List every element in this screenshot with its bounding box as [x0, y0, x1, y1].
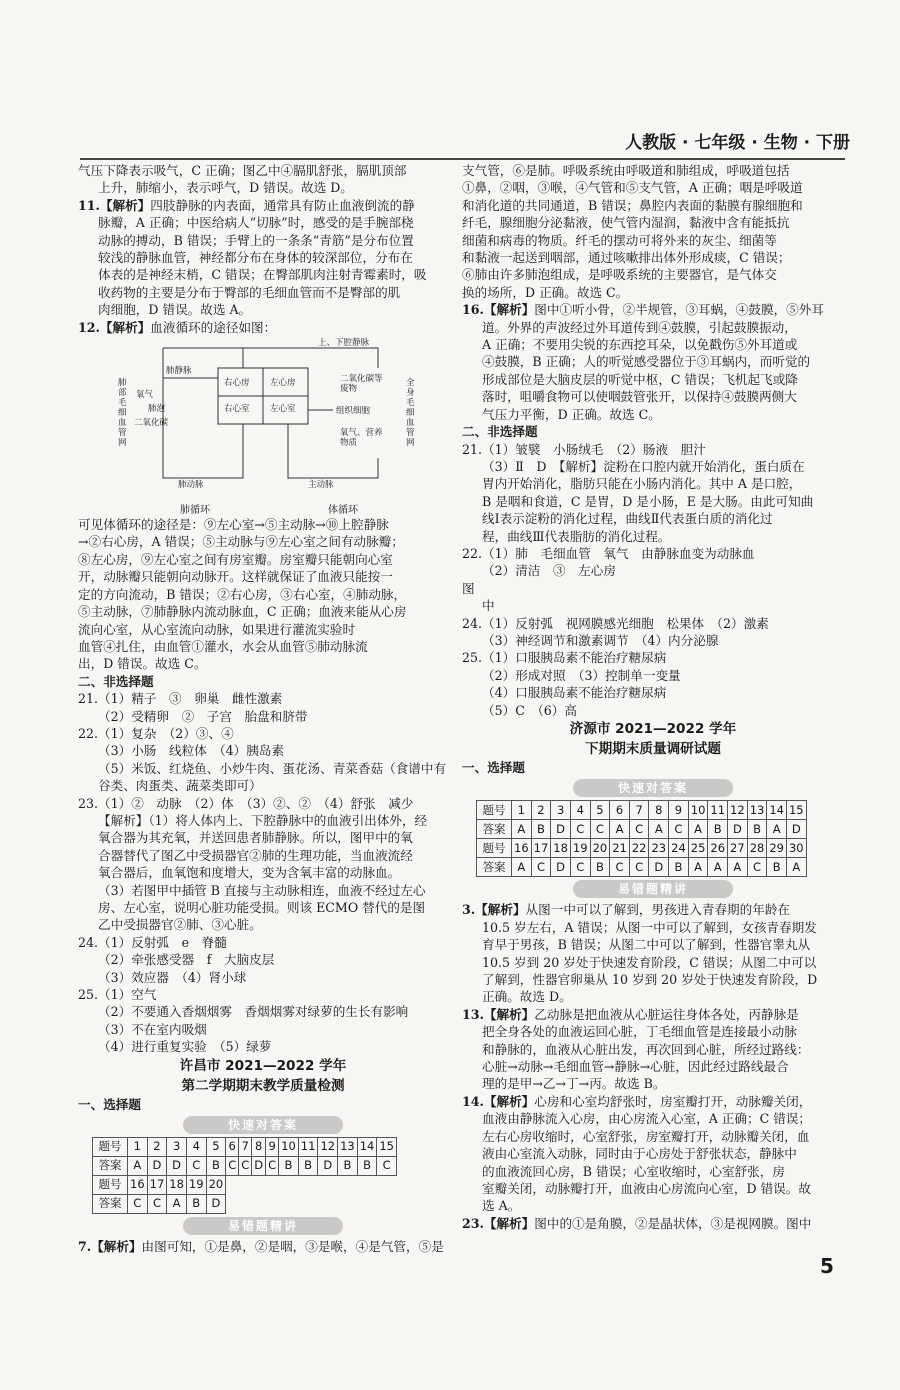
table-cell: B	[531, 820, 551, 839]
table-cell: 14	[357, 1138, 377, 1157]
table-cell: D	[728, 820, 748, 839]
table-cell: 1	[512, 801, 532, 820]
table-cell: 3	[167, 1138, 187, 1157]
answer-21: 21.（1）皱襞 小肠绒毛 （2）肠液 胆汁	[462, 441, 706, 457]
table-cell: 2	[531, 801, 551, 820]
table-cell: 19	[570, 839, 590, 858]
table-cell: C	[629, 858, 649, 877]
table-cell: 27	[728, 839, 748, 858]
table-cell: 4	[570, 801, 590, 820]
quick-answer-banner: 快速对答案	[183, 1116, 343, 1134]
table-cell: C	[186, 1157, 206, 1176]
text-line: 气压下降表示吸气，C 正确；图乙中④膈肌舒张，膈肌顶部	[78, 163, 407, 178]
table-row	[93, 1195, 397, 1214]
table-cell: C	[531, 858, 551, 877]
table-cell: B	[708, 820, 728, 839]
table-cell: 8	[252, 1138, 266, 1157]
table-row	[477, 839, 807, 858]
answer-25: 25.（1）空气	[78, 987, 157, 1003]
table-cell: B	[206, 1157, 226, 1176]
table-cell: A	[512, 820, 532, 839]
table-cell: C	[570, 820, 590, 839]
table-cell: A	[167, 1195, 187, 1214]
explanation-banner: 易错题精讲	[183, 1217, 343, 1235]
table-cell: 11	[708, 801, 728, 820]
table-cell: 4	[186, 1138, 206, 1157]
table-cell: 10	[688, 801, 708, 820]
answer-22: 22.（1）肺 毛细血管 氧气 由静脉血变为动脉血	[462, 545, 755, 561]
label-aorta: 主动脉	[308, 480, 334, 491]
table-cell: 16	[512, 839, 532, 858]
table-cell: A	[786, 858, 806, 877]
table-cell: C	[629, 820, 649, 839]
label-lung-capillaries: 肺部毛细血管网	[118, 378, 127, 449]
table-cell: 6	[226, 1138, 239, 1157]
answer-12: 12.【解析】血液循环的途径如图： 上、下腔静脉 肺静脉 肺动脉 主动脉 右心房 左心房 右心室 左心室 肺部毛细血管网 氧气 肺泡 二氧化碳 全身毛细血管网 二氧化碳等废物 组织细胞 氧气、营养物质 肺循环 体循环 可见体循环的途径是：⑨左心室→⑤主动脉→⑩上腔静脉 →②右心房，A 错误；⑤主动脉与⑨左心室之间有动脉瓣； ⑧左心房，⑨左心室之间有房室瓣。房室瓣只能朝向心室 开，动脉瓣只能朝向动脉开。这样就保证了血液只能按一 定的方向流动，B 错误；②右心房，③右心室，④肺动脉， ⑤主动脉，⑦肺静脉内流动脉血，C 正确；血液来能从心房 流向心室，从心室流向动脉，如果进行灌流实验时 血管④扎住，由血管①灌水，水会从血管⑤肺动脉流 出，D 错误。故选 C。	[78, 319, 448, 673]
table-header-cell: 答案	[477, 858, 512, 877]
table-cell: A	[128, 1157, 148, 1176]
label-pulmonary-circulation: 肺循环	[180, 505, 210, 517]
table-cell: B	[186, 1195, 206, 1214]
label-right-atrium: 右心房	[224, 378, 250, 389]
section-heading: 一、选择题	[462, 760, 525, 775]
table-cell: 3	[551, 801, 571, 820]
table-row	[477, 858, 807, 877]
table-cell: D	[147, 1157, 167, 1176]
table-header-cell: 答案	[477, 820, 512, 839]
table-cell: 28	[747, 839, 767, 858]
text-line: 上升，肺缩小，表示呼气，D 错误。故选 D。	[98, 180, 353, 196]
table-cell: 20	[206, 1176, 226, 1195]
table-row	[477, 820, 807, 839]
table-cell: B	[747, 820, 767, 839]
label-left-ventricle: 左心室	[270, 404, 296, 415]
label-body-capillaries: 全身毛细血管网	[406, 378, 415, 449]
table-cell: 23	[649, 839, 669, 858]
table-cell: 18	[551, 839, 571, 858]
table-cell: B	[357, 1157, 377, 1176]
table-row	[93, 1157, 397, 1176]
answer-24: 24.（1）反射弧 视网膜感光细胞 松果体 （2）激素	[462, 615, 769, 631]
section-heading: 二、非选择题	[462, 424, 538, 440]
exam-subtitle: 第二学期期末教学质量检测	[181, 1077, 345, 1094]
table-header-cell: 答案	[93, 1195, 128, 1214]
table-cell: 29	[767, 839, 787, 858]
exam-subtitle: 下期期末质量调研试题	[585, 741, 721, 757]
table-cell: 16	[128, 1176, 148, 1195]
label-tissue-cells: 组织细胞	[336, 406, 371, 417]
blood-circulation-diagram	[118, 338, 418, 498]
table-cell: 17	[531, 839, 551, 858]
table-cell: A	[610, 820, 630, 839]
answer-14: 14.【解析】心房和心室均舒张时，房室瓣打开，动脉瓣关闭，	[462, 1093, 812, 1109]
exam-title: 济源市 2021—2022 学年	[569, 721, 737, 737]
table-cell: 13	[747, 801, 767, 820]
analysis-tag: 【解析】	[99, 197, 151, 213]
table-cell: 13	[338, 1138, 358, 1157]
table-header-cell: 题号	[93, 1138, 128, 1157]
table-cell: D	[252, 1157, 266, 1176]
table-cell: 12	[728, 801, 748, 820]
label-left-atrium: 左心房	[270, 378, 296, 389]
table-cell: 10	[279, 1138, 299, 1157]
label-co2-waste: 二氧化碳等废物	[340, 374, 383, 395]
table-cell: B	[767, 858, 787, 877]
table-cell: A	[649, 820, 669, 839]
table-cell: A	[512, 858, 532, 877]
table-row	[477, 801, 807, 820]
label-right-ventricle: 右心室	[224, 404, 250, 415]
page-number: 5	[820, 1254, 834, 1278]
table-cell: 15	[377, 1138, 397, 1157]
section-heading: 二、非选择题	[78, 673, 154, 689]
table-cell: A	[688, 820, 708, 839]
table-cell: C	[747, 858, 767, 877]
answer-table	[92, 1137, 397, 1214]
answer-13: 13.【解析】乙动脉是把血液从心脏运往身体各处，丙静脉是	[462, 1006, 799, 1022]
table-cell: 18	[167, 1176, 187, 1195]
table-header-cell: 题号	[93, 1176, 128, 1195]
label-systemic-circulation: 体循环	[328, 505, 358, 517]
table-cell: B	[298, 1157, 318, 1176]
table-cell: C	[266, 1157, 279, 1176]
table-cell: A	[728, 858, 748, 877]
answer-16: 16.【解析】图中①听小骨，②半规管，③耳蜗，④鼓膜，⑤外耳	[462, 302, 824, 318]
table-cell: C	[610, 858, 630, 877]
table-cell: D	[551, 858, 571, 877]
right-column: 支气管，⑥是肺。呼吸系统由呼吸道和肺组成，呼吸道包括 ①鼻，②咽，③喉，④气管和⑤支气管，A 正确；咽是呼吸道 和消化道的共同通道，B 错误；鼻腔内表面的黏膜有腺细胞和 纤毛，腺细胞分泌黏液，使气管内湿润，黏液中含有能抵抗 细菌和病毒的物质。纤毛的摆动可将外来的灰尘、细菌等 和黏液一起送到咽部，通过咳嗽排出体外形成痰，C 错误； ⑥肺由许多肺泡组成，是呼吸系统的主要器官，是气体交 换的场所，D 正确。故选 C。 16.【解析】图中①听小骨，②半规管，③耳蜗，④鼓膜，⑤外耳 道。外界的声波经过外耳道传到④鼓膜，引起鼓膜振动， A 正确；不要用尖锐的东西挖耳朵，以免戳伤⑤外耳道或 ④鼓膜，B 正确；人的听觉感受器位于③耳蜗内，而听觉的 形成部位是大脑皮层的听觉中枢，C 错误；飞机起飞或降 落时，咀嚼食物可以使咽鼓管张开，以保持④鼓膜两侧大 气压力平衡，D 正确。故选 C。 二、非选择题 21.（1）皱襞 小肠绒毛 （2）肠液 胆汁 （3）Ⅱ D 【解析】淀粉在口腔内就开始消化，蛋白质在 胃内开始消化，脂肪只能在小肠内消化。其中 A 是口腔， B 是咽和食道，C 是胃，D 是小肠，E 是大肠。由此可知曲 线Ⅰ表示淀粉的消化过程，曲线Ⅱ代表蛋白质的消化过 程，曲线Ⅲ代表脂肪的消化过程。 22.（1）肺 毛细血管 氧气 由静脉血变为动脉血 （2）清洁 ③ 左心房 图 中 24.（1）反射弧 视网膜感光细胞 松果体 （2）激素 （3）神经调节和激素调节 （4）内分泌腺 25.（1）口服胰岛素不能治疗糖尿病 （2）形成对照 （3）控制单一变量 （4）口服胰岛素不能治疗糖尿病 （5）C （6）高 济源市 2021—2022 学年 下期期末质量调研试题 一、选择题 快速对答案 题号 1 2 3 4 5 6 7 8 9 10 11 12 13 14 15 答案 A B D C C A C A C A B D B A D 题号 16 17 18 19 20 21 22 23 24 25 26 27 28 29 30 答案 A C D C B C C D B A A A C B A 易错题精讲 3.【解析】从图一中可以了解到，男孩进入青春期的年龄在 10.5 岁左右，A 错误；从图一中可以了解到，女孩青春期发 育早于男孩，B 错误；从图二中可以了解到，性器官睾丸从 10.5 岁到 20 岁处于快速发育阶段，C 错误；从图二中可以 了解到，性器官卵巢从 10 岁到 20 岁处于快速发育阶段，D 正确。故选 D。 13.【解析】乙动脉是把血液从心脏运往身体各处，丙静脉是 把全身各处的血液运回心脏，丁毛细血管是连接最小动脉 和静脉的，血液从心脏出发，再次回到心脏，所经过路线： 心脏→动脉→毛细血管→静脉→心脏，因此经过路线最合 理的是甲→乙→丁→丙。故选 B。 14.【解析】心房和心室均舒张时，房室瓣打开，动脉瓣关闭， 血液由静脉流入心房，由心房流入心室，A 正确；C 错误； 左右心房收缩时，心室舒张，房室瓣打开，动脉瓣关闭，血 液由心室流入动脉，同时由于心房处于舒张状态，静脉中 的血液流回心房，B 错误；心室收缩时，心室舒张，房 室瓣关闭，动脉瓣打开，血液由心房流向心室，D 错误。故 选 A。 23.【解析】图中的①是角膜，②是晶状体，③是视网膜。图中	[462, 162, 844, 1232]
table-cell: 8	[649, 801, 669, 820]
label-pulmonary-vein: 肺静脉	[166, 366, 192, 377]
label-o2-nutrients: 氧气、营养物质	[340, 428, 383, 449]
answer-table	[476, 800, 807, 877]
table-cell: C	[226, 1157, 239, 1176]
answer-23: 图	[462, 580, 475, 596]
table-cell: 6	[610, 801, 630, 820]
table-cell: 20	[590, 839, 610, 858]
table-cell: D	[786, 820, 806, 839]
answer-11: 11.【解析】四肢静脉的内表面，通常具有防止血液倒流的静 脉瓣，A 正确；中医给病人“切脉”时，感受的是手腕部桡 动脉的搏动，B 错误；手臂上的一条条“青筋”是分布位置 较浅的静脉血管，神经都分布在身体的较深部位，分布在 体表的是神经末梢，C 错误；在臀部肌肉注射青霉素时，吸 收药物的主要是分布于臀部的毛细血管而不是臀部的肌 肉细胞，D 错误。故选 A。	[78, 197, 427, 318]
answer-23: 23.（1）② 动脉 （2）体 （3）②、② （4）舒张 减少	[78, 795, 414, 811]
table-cell: D	[551, 820, 571, 839]
answer-24: 24.（1）反射弧 e 脊髓	[78, 934, 227, 950]
table-cell: 7	[629, 801, 649, 820]
table-cell: 15	[786, 801, 806, 820]
label-oxygen: 氧气	[136, 390, 154, 401]
answer-22: 22.（1）复杂 （2）③、④	[78, 725, 234, 741]
label-pulmonary-artery: 肺动脉	[178, 480, 204, 491]
table-cell: 14	[767, 801, 787, 820]
quick-answer-banner: 快速对答案	[573, 779, 733, 797]
table-cell: 17	[147, 1176, 167, 1195]
table-cell: 12	[318, 1138, 338, 1157]
table-row	[93, 1176, 397, 1195]
table-header-cell: 题号	[477, 801, 512, 820]
table-cell: 30	[786, 839, 806, 858]
table-cell: C	[239, 1157, 252, 1176]
table-cell: 26	[708, 839, 728, 858]
table-cell: D	[649, 858, 669, 877]
page-header: 人教版 · 七年级 · 生物 · 下册	[625, 133, 850, 153]
answer-3: 3.【解析】从图一中可以了解到，男孩进入青春期的年龄在	[462, 902, 790, 918]
header-rule	[80, 158, 845, 160]
table-row	[93, 1138, 397, 1157]
table-cell: 22	[629, 839, 649, 858]
table-cell: 2	[147, 1138, 167, 1157]
section-heading: 一、选择题	[78, 1096, 141, 1112]
table-cell: D	[318, 1157, 338, 1176]
table-cell: C	[590, 820, 610, 839]
table-cell: 9	[266, 1138, 279, 1157]
label-co2: 二氧化碳	[134, 418, 169, 429]
table-cell: A	[767, 820, 787, 839]
table-cell: 19	[186, 1176, 206, 1195]
table-cell: C	[377, 1157, 397, 1176]
table-cell: 21	[610, 839, 630, 858]
explanation-banner: 易错题精讲	[573, 880, 733, 898]
table-cell: 5	[206, 1138, 226, 1157]
table-cell: A	[688, 858, 708, 877]
answer-7: 7.【解析】由图可知，①是鼻，②是咽，③是喉，④是气管，⑤是	[78, 1239, 444, 1255]
table-cell: C	[669, 820, 689, 839]
table-cell: B	[338, 1157, 358, 1176]
table-cell: 25	[688, 839, 708, 858]
table-cell: A	[708, 858, 728, 877]
table-cell: 1	[128, 1138, 148, 1157]
label-vena-cava: 上、下腔静脉	[318, 338, 370, 349]
left-column: 气压下降表示吸气，C 正确；图乙中④膈肌舒张，膈肌顶部 上升，肺缩小，表示呼气，D 错误。故选 D。 11.【解析】四肢静脉的内表面，通常具有防止血液倒流的静 脉瓣，A 正确；中医给病人“切脉”时，感受的是手腕部桡 动脉的搏动，B 错误；手臂上的一条条“青筋”是分布位置 较浅的静脉血管，神经都分布在身体的较深部位，分布在 体表的是神经末梢，C 错误；在臀部肌肉注射青霉素时，吸 收药物的主要是分布于臀部的毛细血管而不是臀部的肌 肉细胞，D 错误。故选 A。 12.【解析】血液循环的途径如图： 上、下腔静脉 肺静脉 肺动脉 主动脉 右心房 左心房 右心室 左心室 肺部毛细血管网 氧气 肺泡 二氧化碳 全身毛细血管网 二氧化碳等废物 组织细胞 氧气、营养物质 肺循环 体循环 可见体循环的途径是：⑨左心室→⑤主动脉→⑩上腔静脉 →②右心房，A 错误；⑤主动脉与⑨左心室之间有动脉瓣； ⑧左心房，⑨左心室之间有房室瓣。房室瓣只能朝向心室 开，动脉瓣只能朝向动脉开。这样就保证了血液只能按一 定的方向流动，B 错误；②右心房，③右心室，④肺动脉， ⑤主动脉，⑦肺静脉内流动脉血，C 正确；血液来能从心房 流向心室，从心室流向动脉，如果进行灌流实验时 血管④扎住，由血管①灌水，水会从血管⑤肺动脉流 出，D 错误。故选 C。 二、非选择题 21.（1）精子 ③ 卵巢 雌性激素 （2）受精卵 ② 子宫 胎盘和脐带 22.（1）复杂 （2）③、④ （3）小肠 线粒体 （4）胰岛素 （5）米饭、红烧鱼、小炒牛肉、蛋花汤、青菜香菇（食谱中有 谷类、肉蛋类、蔬菜类即可） 23.（1）② 动脉 （2）体 （3）②、② （4）舒张 减少 【解析】（1）将人体内上、下腔静脉中的血液引出体外，经 氧合器为其充氧，并送回患者肺静脉。所以，图甲中的氧 合器替代了图乙中受损器官②肺的生理功能，当血液流经 氧合器后，血氧饱和度增大，变为含氧丰富的动脉血。 （3）若图甲中插管 B 直接与主动脉相连，血液不经过左心 房、左心室，说明心脏功能受损。则该 ECMO 替代的是图 乙中受损器官②肺、③心脏。 24.（1）反射弧 e 脊髓 （2）牵张感受器 f 大脑皮层 （3）效应器 （4）肾小球 25.（1）空气 （2）不要通入香烟烟雾 香烟烟雾对绿萝的生长有影响 （3）不在室内吸烟 （4）进行重复实验 （5）绿萝 许昌市 2021—2022 学年 第二学期期末教学质量检测 一、选择题 快速对答案 题号 1 2 3 4 5 6 7 8 9 10 11 12 13 14 15 答案 A D D C B C C D C B B D B B C 题号 16 17 18 19 20 答案 C C A B D 易错题精讲 7.【解析】由图可知，①是鼻，②是咽，③是喉，④是气管，⑤是	[78, 163, 447, 1255]
table-cell: D	[206, 1195, 226, 1214]
exam-title: 许昌市 2021—2022 学年	[179, 1057, 347, 1074]
table-cell: 5	[590, 801, 610, 820]
table-cell: C	[128, 1195, 148, 1214]
table-cell: 7	[239, 1138, 252, 1157]
answer-23-eye: 23.【解析】图中的①是角膜，②是晶状体，③是视网膜。图中	[462, 1215, 812, 1231]
table-cell: B	[279, 1157, 299, 1176]
answer-21: 21.（1）精子 ③ 卵巢 雌性激素	[78, 691, 283, 707]
table-cell: 9	[669, 801, 689, 820]
label-alveoli: 肺泡	[148, 404, 166, 415]
table-cell: C	[147, 1195, 167, 1214]
table-header-cell: 答案	[93, 1157, 128, 1176]
table-cell: 11	[298, 1138, 318, 1157]
table-header-cell: 题号	[477, 839, 512, 858]
table-cell: D	[167, 1157, 187, 1176]
answer-25: 25.（1）口服胰岛素不能治疗糖尿病	[462, 650, 667, 666]
table-cell: 24	[669, 839, 689, 858]
table-cell: B	[669, 858, 689, 877]
table-cell: C	[570, 858, 590, 877]
table-cell: B	[590, 858, 610, 877]
